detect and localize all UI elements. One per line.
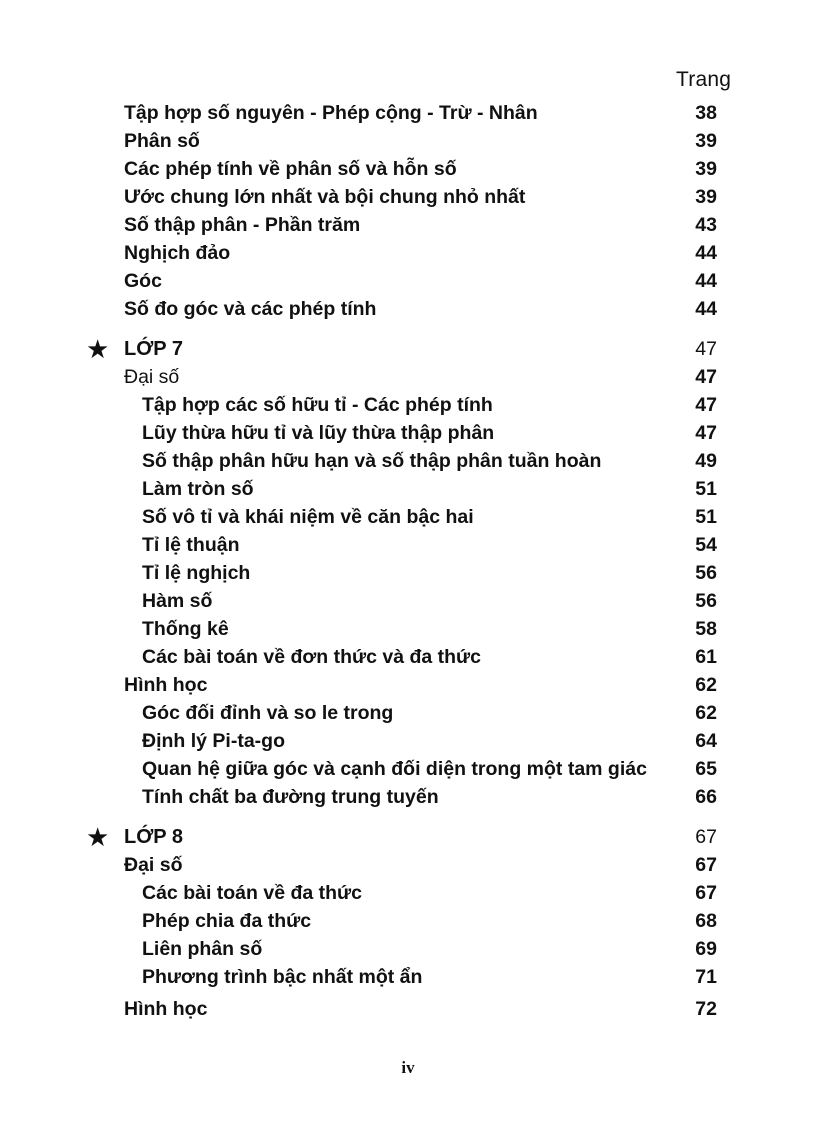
toc-entry[interactable] (0, 295, 816, 323)
toc-entry[interactable] (0, 907, 816, 935)
toc-entry-title: Số thập phân hữu hạn và số thập phân tuần hoàn (142, 450, 602, 472)
toc-entry[interactable] (0, 699, 816, 727)
page-column-label: Trang (676, 68, 732, 91)
toc-entry[interactable] (0, 559, 816, 587)
toc-entry-page: 49 (695, 450, 717, 472)
toc-entry-page: 56 (695, 590, 717, 612)
toc-entry-title: Định lý Pi-ta-go (142, 730, 285, 752)
toc-entry-title: Các bài toán về đơn thức và đa thức (142, 646, 482, 668)
toc-entry[interactable] (0, 727, 816, 755)
toc-entry-page: 54 (695, 534, 717, 556)
toc-entry[interactable] (0, 475, 816, 503)
toc-entry[interactable] (0, 783, 816, 811)
toc-entry-title: Phân số (124, 130, 200, 152)
toc-subsection-algebra[interactable] (0, 363, 816, 391)
toc-entry-title: Lũy thừa hữu tỉ và lũy thừa thập phân (142, 422, 495, 444)
toc-entry[interactable] (0, 155, 816, 183)
toc-entry-page: 68 (695, 910, 717, 932)
toc-entry-title: Tỉ lệ nghịch (142, 562, 251, 584)
toc-subsection-geometry[interactable] (0, 995, 816, 1023)
toc-subsection-page: 67 (695, 854, 717, 876)
toc-section-page: 67 (695, 826, 717, 848)
toc-entry-title: Liên phân số (142, 938, 263, 960)
toc-entry-title: Các phép tính về phân số và hỗn số (124, 158, 457, 180)
toc-entry-page: 47 (695, 394, 717, 416)
toc-section-grade-7[interactable] (0, 335, 816, 363)
toc-entry[interactable] (0, 755, 816, 783)
toc-entry[interactable] (0, 267, 816, 295)
toc-entry[interactable] (0, 419, 816, 447)
toc-entry[interactable] (0, 211, 816, 239)
toc-entry-title: Ước chung lớn nhất và bội chung nhỏ nhất (124, 186, 526, 208)
toc-entry[interactable] (0, 99, 816, 127)
toc-entry-page: 39 (695, 158, 717, 180)
toc-entry-page: 69 (695, 938, 717, 960)
toc-entry-title: Góc (124, 270, 162, 292)
toc-entry[interactable] (0, 643, 816, 671)
toc-entry-title: Thống kê (142, 618, 229, 640)
toc-entry-title: Tập hợp các số hữu tỉ - Các phép tính (142, 394, 493, 416)
toc-subsection-title: Hình học (124, 674, 208, 696)
toc-entry-title: Nghịch đảo (124, 242, 231, 264)
toc-entry-page: 44 (695, 270, 717, 292)
toc-entry-title: Hàm số (142, 590, 213, 612)
toc-entry[interactable] (0, 503, 816, 531)
toc-entry-page: 58 (695, 618, 717, 640)
toc-entry-page: 43 (695, 214, 717, 236)
toc-entry-title: Số thập phân - Phần trăm (124, 214, 361, 236)
toc-subsection-page: 72 (695, 998, 717, 1020)
toc-subsection-geometry[interactable] (0, 671, 816, 699)
toc-entry-title: Tập hợp số nguyên - Phép cộng - Trừ - Nhân (124, 102, 538, 124)
star-icon: ★ (86, 334, 110, 364)
toc-subsection-title: Đại số (124, 366, 180, 388)
toc-entry-page: 51 (695, 478, 717, 500)
toc-entry-page: 39 (695, 130, 717, 152)
toc-entry-title: Tỉ lệ thuận (142, 534, 240, 556)
toc-section-page: 47 (695, 338, 717, 360)
toc-entry[interactable] (0, 183, 816, 211)
toc-section-grade-8[interactable] (0, 823, 816, 851)
toc-entry-title: Phương trình bậc nhất một ẩn (142, 966, 423, 988)
page-footer-number: iv (401, 1058, 415, 1077)
toc-entry-page: 56 (695, 562, 717, 584)
toc-entry-page: 62 (695, 702, 717, 724)
toc-entry[interactable] (0, 531, 816, 559)
toc-entry-page: 39 (695, 186, 717, 208)
toc-entry-title: Số vô tỉ và khái niệm về căn bậc hai (142, 506, 474, 528)
toc-entry[interactable] (0, 587, 816, 615)
toc-entry-page: 66 (695, 786, 717, 808)
toc-entry-page: 64 (695, 730, 717, 752)
toc-entry[interactable] (0, 391, 816, 419)
toc-entry-page: 47 (695, 422, 717, 444)
toc-entry-title: Tính chất ba đường trung tuyến (142, 786, 439, 808)
toc-subsection-title: Đại số (124, 854, 183, 876)
table-of-contents (0, 99, 816, 1023)
toc-subsection-page: 62 (695, 674, 717, 696)
toc-section-title: LỚP 7 (124, 338, 183, 360)
toc-entry-title: Số đo góc và các phép tính (124, 298, 377, 320)
toc-entry-page: 44 (695, 298, 717, 320)
toc-entry-page: 44 (695, 242, 717, 264)
toc-entry-title: Phép chia đa thức (142, 910, 312, 932)
toc-subsection-title: Hình học (124, 998, 208, 1020)
toc-entry[interactable] (0, 935, 816, 963)
toc-entry-title: Các bài toán về đa thức (142, 882, 363, 904)
toc-entry[interactable] (0, 615, 816, 643)
toc-entry-title: Góc đối đỉnh và so le trong (142, 702, 394, 724)
toc-entry-title: Làm tròn số (142, 478, 254, 500)
toc-subsection-algebra[interactable] (0, 851, 816, 879)
toc-entry-page: 51 (695, 506, 717, 528)
toc-entry-page: 38 (695, 102, 717, 124)
toc-entry-title: Quan hệ giữa góc và cạnh đối diện trong một tam giác (142, 758, 647, 780)
toc-entry[interactable] (0, 447, 816, 475)
star-icon: ★ (86, 822, 110, 852)
toc-subsection-page: 47 (695, 366, 717, 388)
toc-section-title: LỚP 8 (124, 826, 183, 848)
toc-entry[interactable] (0, 879, 816, 907)
toc-entry[interactable] (0, 239, 816, 267)
toc-entry[interactable] (0, 127, 816, 155)
toc-entry-page: 61 (695, 646, 717, 668)
toc-entry-page: 67 (695, 882, 717, 904)
toc-entry-page: 71 (695, 966, 717, 988)
toc-entry[interactable] (0, 963, 816, 991)
toc-entry-page: 65 (695, 758, 717, 780)
